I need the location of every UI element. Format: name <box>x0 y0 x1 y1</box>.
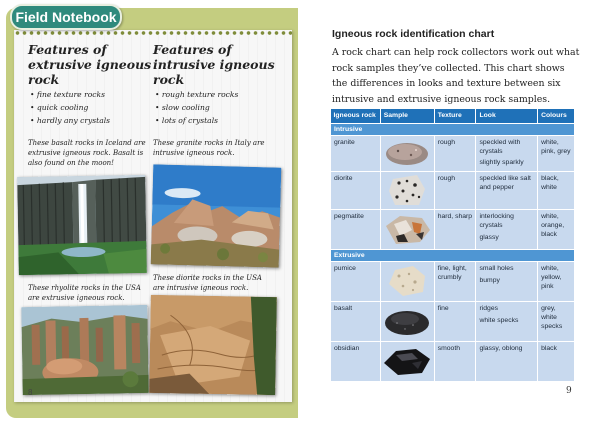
look-line: interlocking crystals <box>479 212 514 229</box>
rock-look <box>476 135 538 171</box>
list-item: • lots of crystals <box>155 114 238 127</box>
rock-texture: smooth <box>434 341 476 381</box>
look-line: bumpy <box>479 276 500 284</box>
col-header-colours: Colours <box>538 109 575 123</box>
pumice-sample-image <box>380 261 434 301</box>
page-number-left: 8 <box>28 388 33 397</box>
chart-title: Igneous rock identification chart <box>332 28 495 40</box>
look-line: slightly sparkly <box>479 158 524 166</box>
granite-caption: These granite rocks in Italy are intrusive igneous rock. <box>153 139 265 157</box>
rock-texture: rough <box>434 171 476 209</box>
rock-look <box>476 209 538 249</box>
extrusive-bullets <box>30 88 110 127</box>
obsidian-sample-image <box>380 341 434 381</box>
group-label: Intrusive <box>331 123 575 135</box>
rock-name: pumice <box>331 261 381 301</box>
rock-look <box>476 261 538 301</box>
basalt-sample-image <box>380 301 434 341</box>
look-line: speckled like salt and pepper <box>479 174 531 191</box>
granite-rocks-photo <box>151 164 282 267</box>
rhyolite-pinnacles-photo <box>21 305 149 395</box>
list-item: • fine texture rocks <box>30 88 110 101</box>
rhyolite-caption: These rhyolite rocks in the USA are extrusive igneous rock. <box>28 284 141 302</box>
table-row <box>331 261 575 301</box>
rock-texture: fine, light, crumbly <box>434 261 476 301</box>
look-line: ridges <box>479 304 498 312</box>
page-number-right: 9 <box>566 386 572 396</box>
look-line: small holes <box>479 264 514 272</box>
table-header-row <box>331 109 575 123</box>
basalt-waterfall-photo <box>17 175 147 275</box>
extrusive-title: Features of extrusive igneous rock <box>28 42 152 87</box>
rock-texture: fine <box>434 301 476 341</box>
rock-colours: white, yellow, pink <box>538 261 575 301</box>
rock-name: granite <box>331 135 381 171</box>
group-row-intrusive <box>331 123 575 135</box>
rock-colours: black, white <box>538 171 575 209</box>
pegmatite-sample-image <box>380 209 434 249</box>
table-row <box>331 209 575 249</box>
look-line: speckled with crystals <box>479 138 521 155</box>
table-row <box>331 301 575 341</box>
intrusive-title: Features of intrusive igneous rock <box>153 42 275 87</box>
rock-name: basalt <box>331 301 381 341</box>
rock-texture: hard, sharp <box>434 209 476 249</box>
look-line: white specks <box>479 316 519 324</box>
chart-intro: A rock chart can help rock collectors work out what rock samples they’ve collected. This chart shows the differences in looks and texture between six intrusive and extrusive igneous rock samples. <box>332 47 580 105</box>
group-label: Extrusive <box>331 249 575 261</box>
col-header-texture: Texture <box>434 109 476 123</box>
rock-colours: white, pink, grey <box>538 135 575 171</box>
list-item: • rough texture rocks <box>155 88 238 101</box>
rock-texture: rough <box>434 135 476 171</box>
look-line: glassy <box>479 233 499 241</box>
right-page <box>300 0 600 425</box>
diorite-cliff-photo <box>149 295 277 395</box>
igneous-rock-table <box>330 109 575 382</box>
rock-look <box>476 341 538 381</box>
field-notebook-tab: Field Notebook <box>10 4 122 30</box>
rock-colours: white, orange, black <box>538 209 575 249</box>
col-header-sample: Sample <box>380 109 434 123</box>
group-row-extrusive <box>331 249 575 261</box>
diorite-sample-image <box>380 171 434 209</box>
basalt-caption: These basalt rocks in Iceland are extrusive igneous rock. Basalt is also found on the moon! <box>28 139 146 167</box>
rock-name: diorite <box>331 171 381 209</box>
list-item: • hardly any crystals <box>30 114 110 127</box>
rock-colours: black <box>538 341 575 381</box>
table-row <box>331 135 575 171</box>
table-row <box>331 341 575 381</box>
rock-look <box>476 301 538 341</box>
list-item: • quick cooling <box>30 101 110 114</box>
col-header-rock: Igneous rock <box>331 109 381 123</box>
look-line: glassy, oblong <box>479 344 523 352</box>
rock-name: pegmatite <box>331 209 381 249</box>
rock-name: obsidian <box>331 341 381 381</box>
table-row <box>331 171 575 209</box>
list-item: • slow cooling <box>155 101 238 114</box>
intrusive-bullets <box>155 88 238 127</box>
rock-look <box>476 171 538 209</box>
col-header-look: Look <box>476 109 538 123</box>
notebook-spiral <box>0 30 300 36</box>
granite-sample-image <box>380 135 434 171</box>
diorite-caption: These diorite rocks in the USA are intrusive igneous rock. <box>153 274 262 292</box>
rock-colours: grey, white specks <box>538 301 575 341</box>
